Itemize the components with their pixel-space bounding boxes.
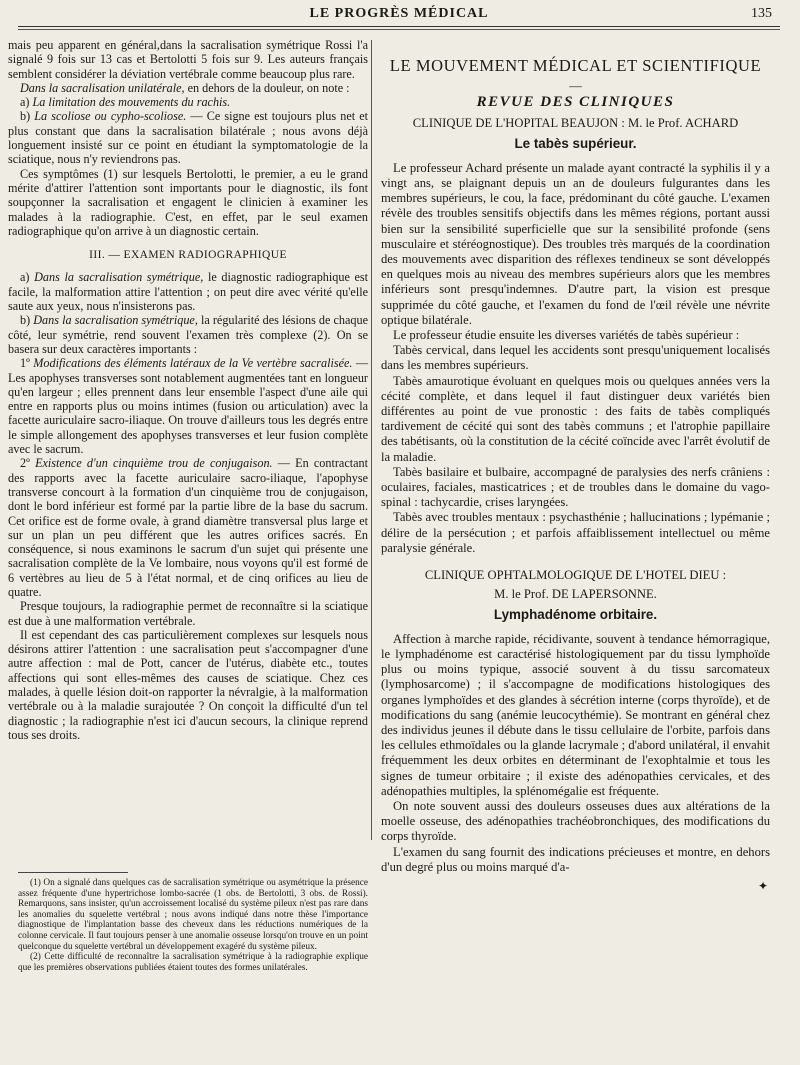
list-item <box>8 313 368 356</box>
paragraph: Le professeur étudie ensuite les diverses variétés de tabès supérieur : <box>393 328 740 343</box>
paragraph: Tabès amaurotique évoluant en quelques mois ou quelques années vers la cécité complète, et dans lequel il faut distinguer deux variétés bien différentes au point de vue pronostic : des faits de tabès compliqués tardivement de cécité qui sont des tabès communs ; et l'atrophie papillaire des tabétisants, où la constitution de la cécité coïncide avec l'arrêt évolutif de la maladie. <box>381 373 770 464</box>
paragraph: Presque toujours, la radiographie permet de reconnaître si la sciatique est due à une malformation vertébrale. <box>8 599 368 628</box>
paragraph: Le professeur Achard présente un malade ayant contracté la syphilis il y a vingt ans, se plaignant depuis un an de douleurs fulgurantes dans les membres supérieurs, le cou, la face, prédominant du côté gauche. L'examen révèle des troubles sensitifs objectifs dans les mêmes régions, portant aussi bien sur la sensibilité superficielle que sur la sensibilité profonde (sens musculaire et stéréognostique). Des troubles très marqués de la coordination des mouvements avec disparition des réflexes tendineux se sont développés en quelques mois au niveau des membres supérieurs alors que les membres inférieurs sont presqu'indemnes. D'autre part, la vision est presque supprimée du côté gauche, et l'examen du fond de l'œil révèle une névrite optique bilatérale. <box>381 160 770 327</box>
running-title: LE PROGRÈS MÉDICAL <box>309 6 489 21</box>
list-item <box>8 456 368 599</box>
page-number: 135 <box>751 6 772 21</box>
list-item <box>8 95 368 109</box>
italic-phrase: Dans la sacralisation unilatérale, <box>20 80 185 95</box>
page-header <box>18 4 780 24</box>
paragraph-text: — Ce signe est toujours plus net et plus constant que dans la sacralisation bilatérale ; nous avons déjà longuement insisté sur ce point en étudiant la symptomatologie de la sciatique, nous n'y reviendrons pas. <box>8 109 368 167</box>
topic-title: Lymphadénome orbitaire. <box>493 606 658 622</box>
paragraph: On note souvent aussi des douleurs osseuses dues aux altérations de la moelle osseuse, des adénopathies trachéobronchiques, des modifications du corps thyroïde. <box>381 798 770 844</box>
italic-phrase: Modifications des éléments latéraux de la Ve vertèbre sacralisée. <box>33 356 353 371</box>
footnote-rule <box>18 872 128 873</box>
clinic-title: CLINIQUE DE L'HOPITAL BEAUJON : M. le Prof. ACHARD <box>412 116 739 131</box>
italic-phrase: La scoliose ou cypho-scoliose. <box>34 109 187 124</box>
italic-phrase: Dans la sacralisation symétrique, <box>34 270 204 285</box>
main-heading: LE MOUVEMENT MÉDICAL ET SCIENTIFIQUE <box>389 56 762 75</box>
paragraph: Il est cependant des cas particulièrement complexes sur lesquels nous désirons attirer l'attention : une sacralisation peut s'accompagner d'une autre affection : mal de Pott, cancer de l'utérus, diabète etc., toutes affections qui sont elles-mêmes des causes de sciatique. Chez ces malades, à quelle lésion doit-on rapporter la névralgie, à la malformation vertébrale ou à la maladie surajoutée ? On conçoit la difficulté d'un tel diagnostic ; la radiographie n'est ici d'aucun secours, la clinique reprend tous ses droits. <box>8 627 368 742</box>
list-item <box>8 356 368 456</box>
italic-phrase: Existence d'un cinquième trou de conjugaison. <box>35 456 273 471</box>
paragraph: Tabès avec troubles mentaux : psychasthénie ; hallucinations ; lypémanie ; délire de la persécution ; et parfois affaiblissement intellectuel ou même paralysie générale. <box>381 510 770 555</box>
footnote: (2) Cette difficulté de reconnaître la sacralisation symétrique à la radiographie explique que les premières observations publiées étaient toutes des formes unilatérales. <box>18 952 368 973</box>
paragraph: Ces symptômes (1) sur lesquels Bertolotti, le premier, a eu le grand mérite d'attirer l'attention sont importants pour le diagnostic, ils font soupçonner la sacralisation et engagent le clinicien à examiner les malades à la radiographie. C'est, en effet, par le seul examen radiographique qu'on arrive à un diagnostic certain. <box>8 166 368 238</box>
list-marker: a) <box>20 270 35 285</box>
sub-heading: REVUE DES CLINIQUES <box>476 94 675 111</box>
list-item <box>8 109 368 166</box>
italic-phrase: Dans la sacralisation symétrique, <box>33 313 198 328</box>
header-rule <box>18 26 780 27</box>
italic-phrase: La limitation des mouvements du rachis. <box>32 95 231 110</box>
left-column <box>8 38 368 742</box>
clinic-title: CLINIQUE OPHTALMOLOGIQUE DE L'HOTEL DIEU : <box>424 568 727 583</box>
footnote: (1) On a signalé dans quelques cas de sacralisation symétrique ou asymétrique la présence assez fréquente d'une hypertrichose lombo-sacrée (1 obs. de Bertolotti, 3 obs. de Rossi). Remarquons, sans insister, qu'un accroissement localisé du système pileux n'est pas rare dans les anomalies du squelette vertébral ; nous avons indiqué dans notre thèse l'importance diagnostique de l'implantation basse des cheveux dans les réductions numériques de la colonne cervicale. Il faut toujours penser à une anomalie osseuse lorsqu'on trouve en un point quelconque du squelette vertébral un développement exagéré du système pileux. <box>18 878 368 952</box>
footnotes <box>18 878 368 973</box>
section-heading: III. — EXAMEN RADIOGRAPHIQUE <box>89 249 287 262</box>
list-item <box>8 270 368 313</box>
right-column <box>381 58 770 894</box>
list-marker: a) <box>20 95 33 110</box>
paragraph <box>8 81 368 95</box>
list-marker: 2º <box>20 456 36 471</box>
list-marker: 1º <box>20 356 34 371</box>
paragraph-text: — En contractant des rapports avec la facette auriculaire sacro-iliaque, l'apophyse transverse concourt à la formation d'un cinquième trou de conjugaison, dont le bord inférieur est formé par la partie libre de la base du sacrum. Cet orifice est de forme ovale, à grand diamètre transversal plus large et sur un plan un peu différent que les autres orifices sacrés. En conséquence, si nous examinons le sacrum d'un sujet qui présente une sacralisation complète de la Ve lombaire, nous voyons qu'il est formé de 6 vertèbres au lieu de 5 à l'état normal, et de cinq orifices au lieu de quatre. <box>8 456 369 599</box>
column-divider <box>371 40 372 840</box>
heading-dash: — <box>569 79 582 94</box>
topic-title: Le tabès supérieur. <box>514 135 637 151</box>
paragraph-text: la régularité des lésions de chaque côté, leur symétrie, rend souvent l'examen très complexe (2). On se basera sur deux caractères importants : <box>8 313 368 356</box>
paragraph: Affection à marche rapide, récidivante, souvent à tendance hémorragique, le lymphadénome est caractérisé histologiquement par du tissu lymphoïde plus ou moins typique, associé souvent à du tissu sarcomateux (lymphosarcome) ; il s'accompagne de modifications histologiques des organes lymphoïdes et des glandes à sécrétion interne (corps thyroïde), et de modifications du sang (anémie leucocythémie). Se montrant en général chez des individus jeunes il débute dans le tissu cellulaire de l'orbite, parfois dans les cellules ethmoïdales ou la glande lacrymale ; d'abord unilatéral, il envahit fréquemment les deux orbites en déterminant de l'exophtalmie et tous les signes de tumeur orbitaire ; il existe des adénopathies cervicales, et des adénopathies multiples, la splénomégalie est fréquente. <box>381 631 770 798</box>
paragraph: Tabès basilaire et bulbaire, accompagné de paralysies des nerfs crâniens : oculaires, faciales, masticatrices ; et de troubles dans le domaine du vago-spinal : tachycardie, crises laryngées. <box>381 464 770 510</box>
paragraph-text: — Les apophyses transverses sont notablement augmentées tant en longueur qu'en largeur ; elles prennent dans leur ensemble l'aspect d'une aile qui entre en rapports plus ou moins intimes (fusion ou articulation) avec la facette auriculaire sacro-iliaque. On trouve d'ailleurs tous les degrés entre le simple allongement des apophyses transverses et leur fusion complète avec le sacrum. <box>8 356 369 457</box>
paragraph-text: en dehors de la douleur, on note : <box>184 80 350 95</box>
list-marker: b) <box>20 109 35 124</box>
paragraph: mais peu apparent en général,dans la sacralisation symétrique Rossi l'a signalé 9 fois sur 13 cas et Bertolotti 5 fois sur 9. Les auteurs français semblent considérer la déviation vertébrale comme beaucoup plus rare. <box>8 38 368 81</box>
list-marker: b) <box>20 313 34 328</box>
paragraph-text: le diagnostic radiographique est facile, la malformation attire l'attention ; on peut dire avec vérité qu'elle saute aux yeux, nous n'insisterons pas. <box>8 270 369 314</box>
ornament-icon: ✦ <box>757 878 768 893</box>
clinic-professor: M. le Prof. DE LAPERSONNE. <box>494 587 657 602</box>
header-rule-secondary <box>18 29 780 30</box>
paragraph: L'examen du sang fournit des indications précieuses et montre, en dehors d'un degré plus ou moins marqué d'a- <box>381 844 770 874</box>
paragraph: Tabès cervical, dans lequel les accidents sont presqu'uniquement localisés dans les membres supérieurs. <box>381 343 770 373</box>
